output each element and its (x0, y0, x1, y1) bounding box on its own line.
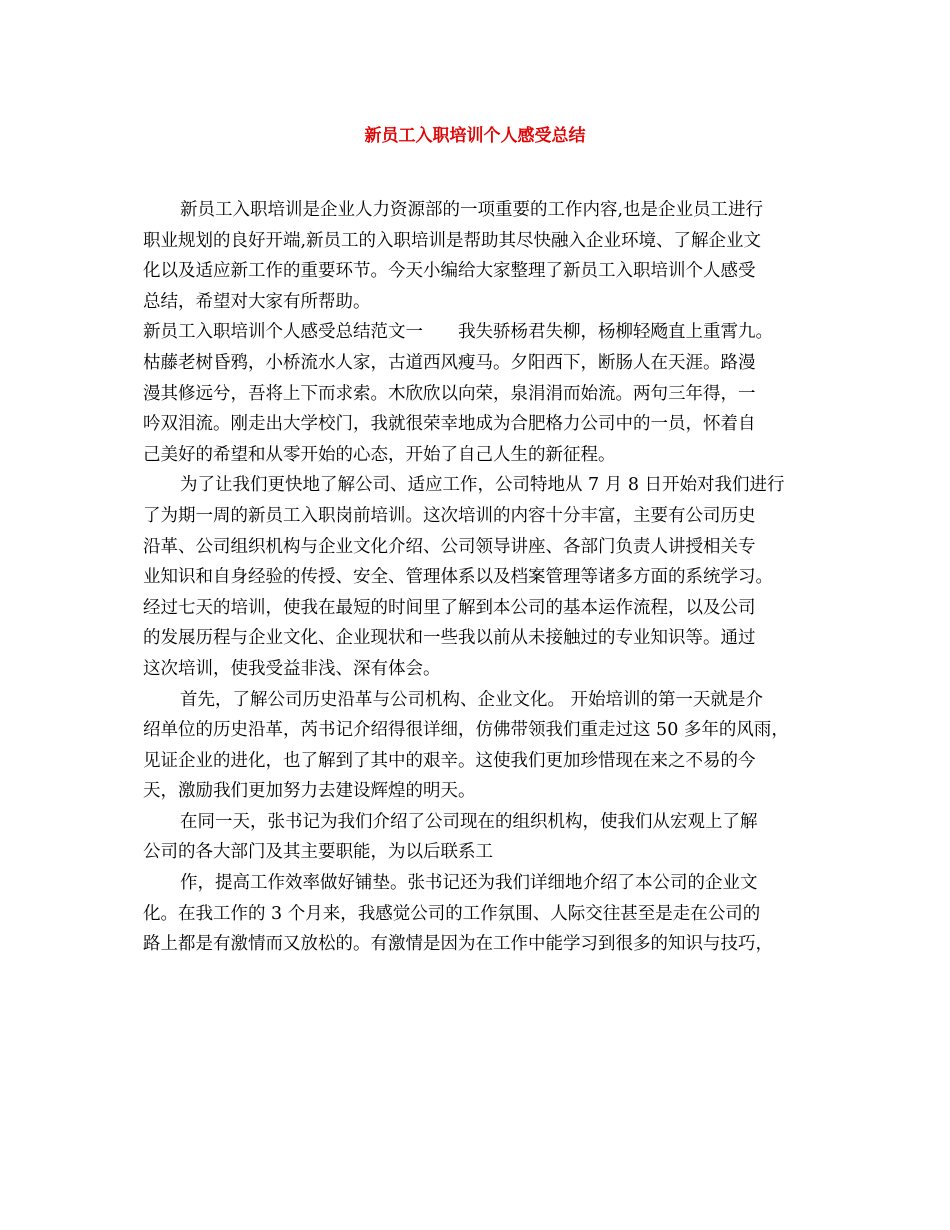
text-line: 为了让我们更快地了解公司、适应工作，公司特地从 7 月 8 日开始对我们进行 (180, 475, 785, 496)
text-line: 化。在我工作的 3 个月来，我感觉公司的工作氛围、人际交往甚至是走在公司的 (143, 903, 761, 924)
text-line: 吟双泪流。刚走出大学校门，我就很荣幸地成为合肥格力公司中的一员，怀着自 (143, 414, 756, 435)
text-line: 作，提高工作效率做好铺垫。张书记还为我们详细地介绍了本公司的企业文 (180, 873, 758, 894)
text-line: 枯藤老树昏鸦，小桥流水人家，古道西风瘦马。夕阳西下，断肠人在天涯。路漫 (143, 352, 756, 373)
text-line: 路上都是有激情而又放松的。有激情是因为在工作中能学习到很多的知识与技巧， (143, 934, 773, 955)
text-line: 了为期一周的新员工入职岗前培训。这次培训的内容十分丰富，主要有公司历史 (143, 505, 756, 526)
text-line: 化以及适应新工作的重要环节。今天小编给大家整理了新员工入职培训个人感受 (143, 261, 756, 282)
document-body (143, 195, 803, 960)
text-line: 首先，了解公司历史沿革与公司机构、企业文化。 开始培训的第一天就是介 (180, 689, 764, 710)
document-title: 新员工入职培训个人感受总结 (364, 126, 586, 146)
text-line: 沿革、公司组织机构与企业文化介绍、公司领导讲座、各部门负责人讲授相关专 (143, 536, 756, 557)
text-line: 公司的各大部门及其主要职能，为以后联系工 (143, 842, 493, 863)
text-line: 的发展历程与企业文化、企业现状和一些我以前从未接触过的专业知识等。通过 (143, 628, 756, 649)
text-line: 天，激励我们更加努力去建设辉煌的明天。 (143, 781, 476, 802)
text-line: 在同一天，张书记为我们介绍了公司现在的组织机构，使我们从宏观上了解 (180, 811, 758, 832)
text-line: 绍单位的历史沿革，芮书记介绍得很详细，仿佛带领我们重走过这 50 多年的风雨， (143, 720, 789, 741)
text-line: 己美好的希望和从零开始的心态，开始了自己人生的新征程。 (143, 444, 616, 465)
text-line: 这次培训，使我受益非浅、深有体会。 (143, 658, 441, 679)
text-line: 总结，希望对大家有所帮助。 (143, 291, 371, 312)
text-line: 新员工入职培训是企业人力资源部的一项重要的工作内容,也是企业员工进行 (180, 200, 764, 220)
text-line: 漫其修远兮，吾将上下而求索。木欣欣以向荣，泉涓涓而始流。两句三年得，一 (143, 383, 756, 404)
text-line: 职业规划的良好开端,新员工的入职培训是帮助其尽快融入企业环境、了解企业文 (143, 230, 762, 251)
text-line: 经过七天的培训，使我在最短的时间里了解到本公司的基本运作流程，以及公司 (143, 597, 756, 618)
text-line: 新员工入职培训个人感受总结范文一 我失骄杨君失柳，杨柳轻飏直上重霄九。 (143, 322, 773, 343)
text-line: 见证企业的进化，也了解到了其中的艰辛。这使我们更加珍惜现在来之不易的今 (143, 750, 756, 771)
text-line: 业知识和自身经验的传授、安全、管理体系以及档案管理等诸多方面的系统学习。 (143, 567, 773, 588)
